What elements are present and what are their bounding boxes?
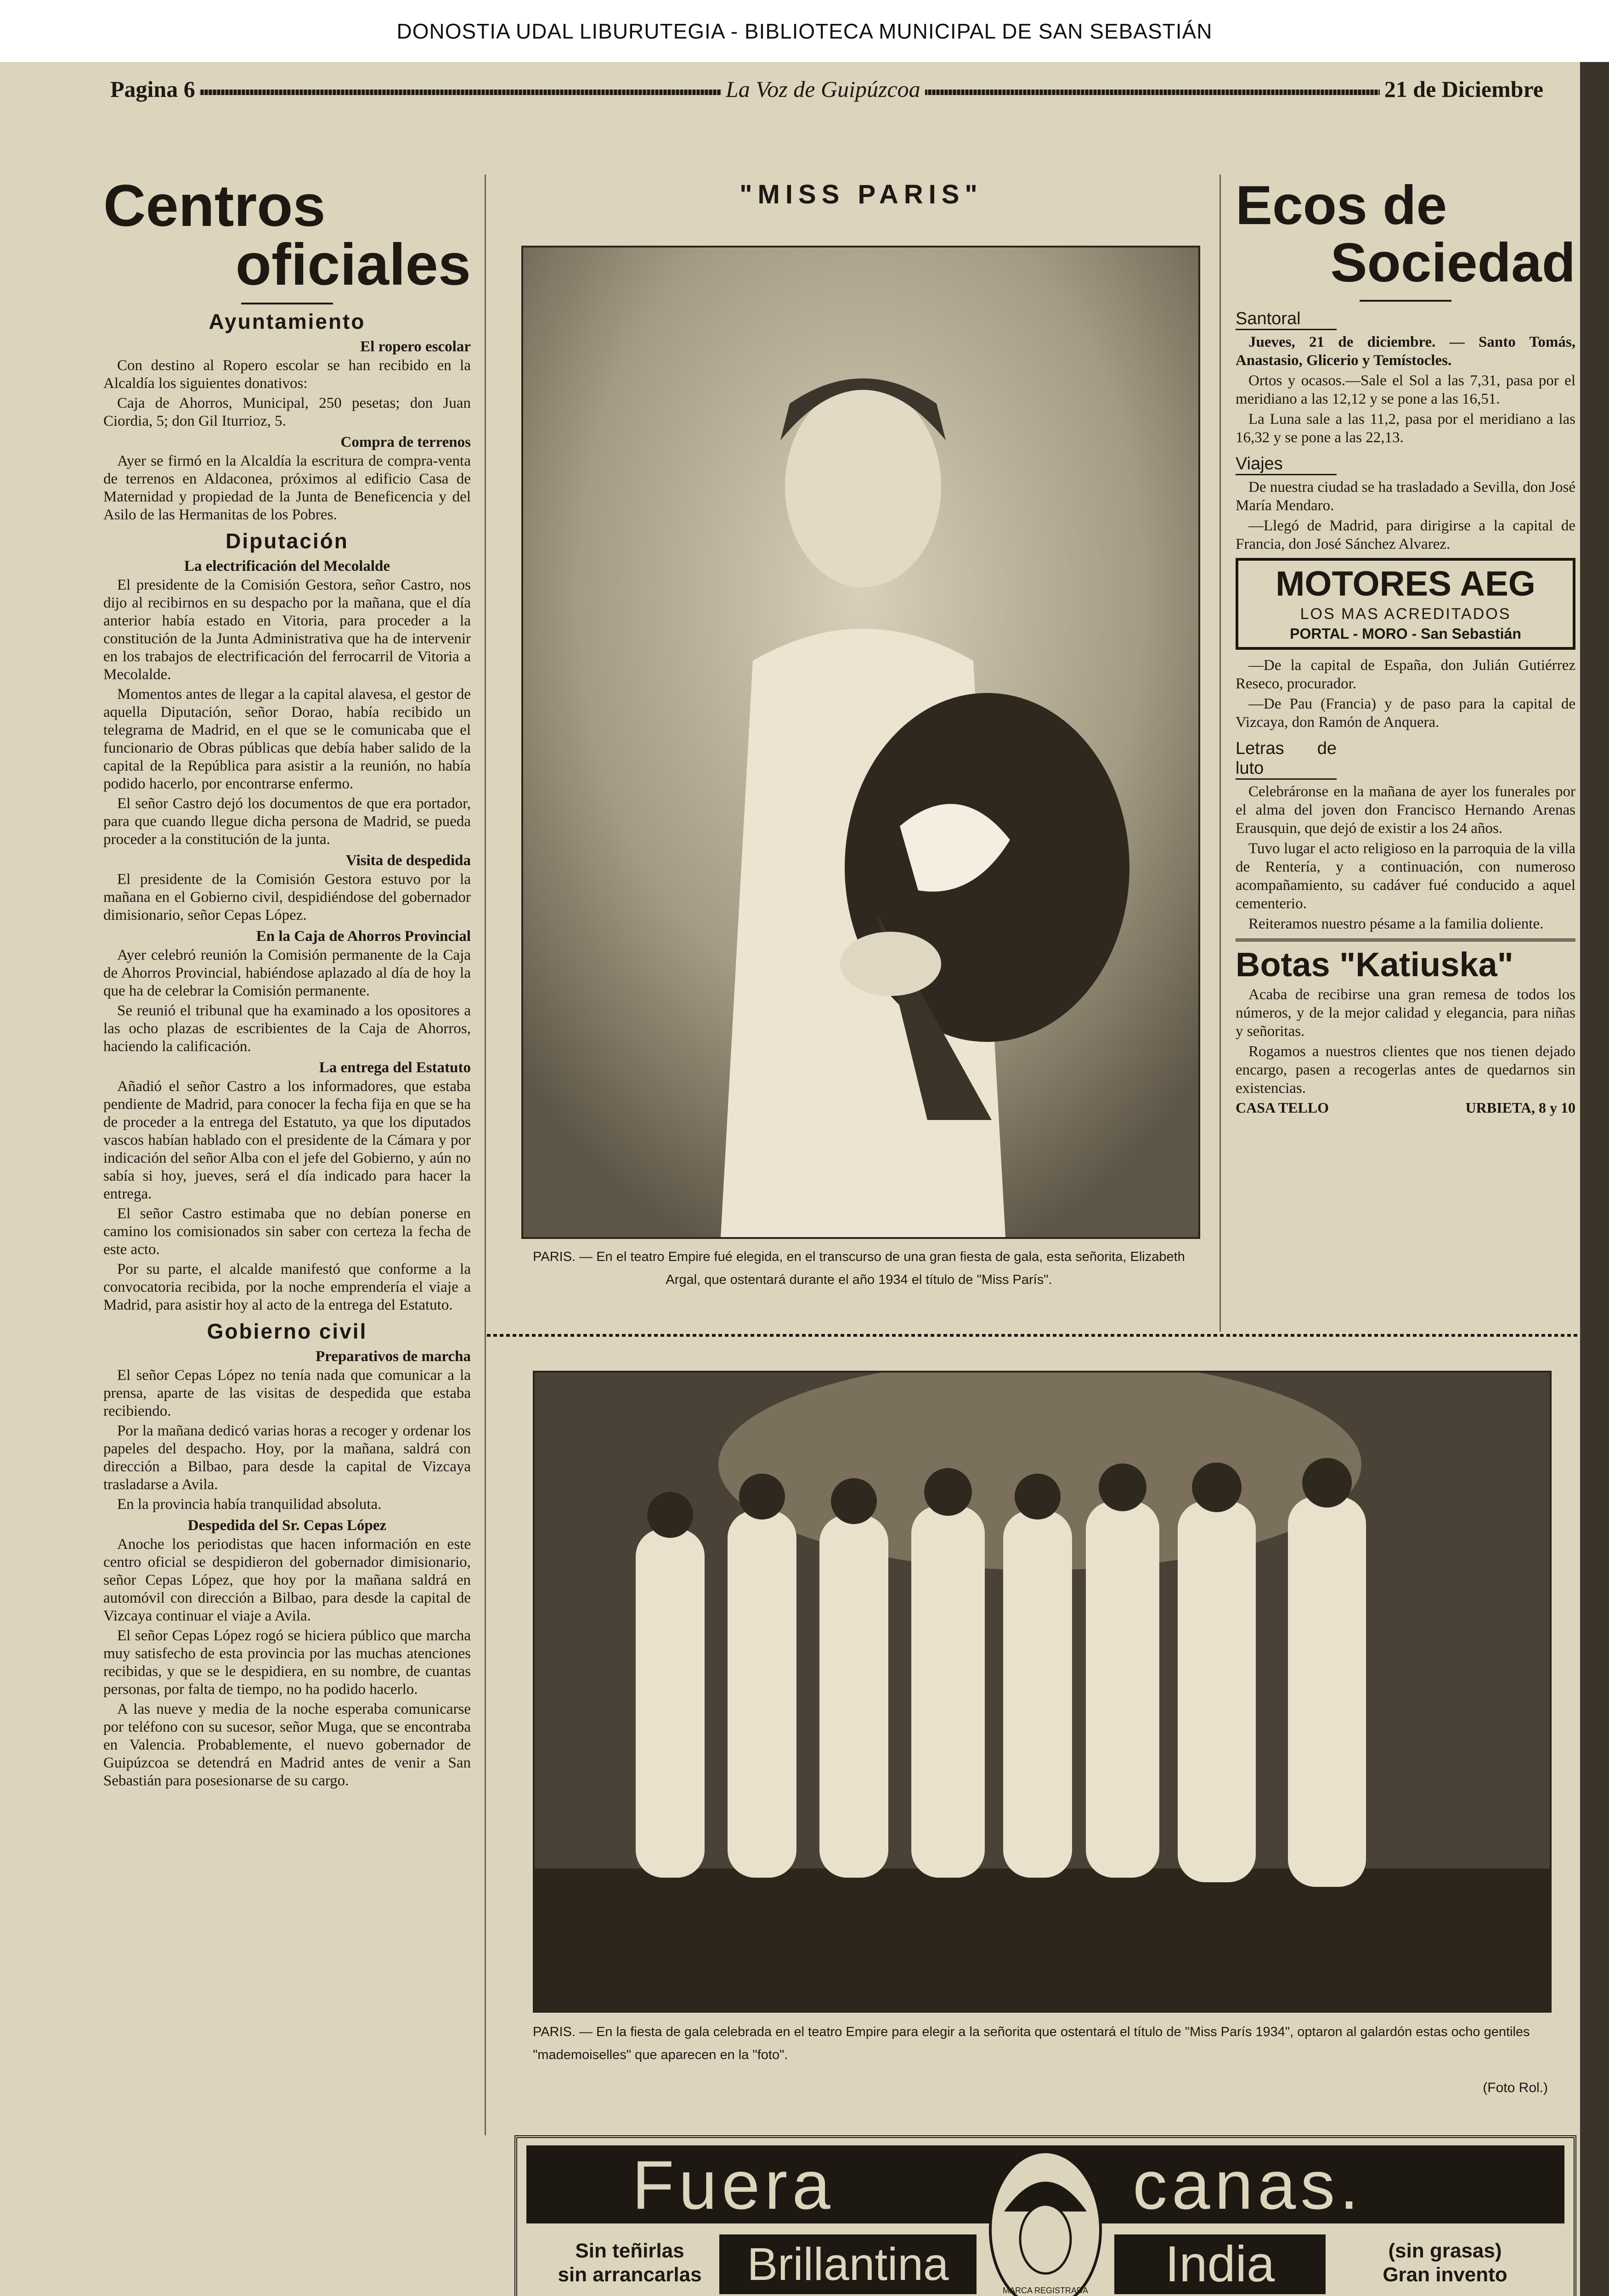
issue-date: 21 de Diciembre [1380, 76, 1548, 102]
heading-santoral: Santoral [1236, 309, 1337, 330]
subhead: Preparativos de marcha [316, 1348, 471, 1365]
paragraph: Celebráronse en la mañana de ayer los funerales por el alma del joven don Francisco Hernando Arenas Erausquin, que dejó de existir a los 24 años. [1236, 783, 1575, 837]
paragraph: Momentos antes de llegar a la capital alavesa, el gestor de aquella Diputación, señor Dorao, había recibido un telegrama de Madrid, en el que se le comunicaba que el funcionario de Obras públicas que debía haber salido de la capital de la República para asistir a la reunión, no había podido hacerlo, por encontrarse enfermo. [103, 686, 471, 792]
brand-india: India [1114, 2234, 1326, 2294]
paper-name: La Voz de Guipúzcoa [721, 76, 925, 102]
brillantina-india-ad [514, 2135, 1576, 2296]
paragraph: El señor Castro dejó los documentos de que era portador, para que cuando llegue dicha persona de Madrid, se pueda proceder a la constitución de la junta. [103, 795, 471, 848]
paragraph: Añadió el señor Castro a los informadores, que estaba pendiente de Madrid, para conocer la fecha fija en que se ha de proceder a la entrega del Estatuto, ya que los diputados vascos habían hablado con el presidente de la Cámara y por indicación del señor Alba con el jefe del Gobierno, y aún no sabía si hoy, jueves, será el día indicado para hacer la entrega. [103, 1078, 471, 1202]
paragraph: —De la capital de España, don Julián Gutiérrez Reseco, procurador. [1236, 657, 1575, 692]
claim: sin arrancarlas [558, 2263, 702, 2286]
shop-name: CASA TELLO [1236, 1099, 1329, 1116]
claim: Gran invento [1383, 2263, 1507, 2286]
claim: (sin grasas) [1388, 2240, 1502, 2262]
subhead: Compra de terrenos [340, 434, 471, 450]
section-divider [487, 1334, 1580, 1337]
miss-paris-portrait-photo [521, 246, 1200, 1239]
shop-address: URBIETA, 8 y 10 [1465, 1099, 1575, 1116]
india-logo-illustration [986, 2147, 1105, 2296]
claim: Sin teñirlas [575, 2240, 684, 2262]
section-title-line1: Centros [103, 173, 326, 239]
subhead: La electrificación del Mecolalde [184, 558, 390, 574]
paragraph: Caja de Ahorros, Municipal, 250 pesetas; don Juan Ciordia, 5; don Gil Iturrioz, 5. [103, 395, 471, 429]
paragraph: Tuvo lugar el acto religioso en la parroquia de la villa de Rentería, y a continuación, con numeroso acompañamiento, su cadáver fué conducido a aquel cementerio. [1236, 840, 1575, 912]
paragraph: Ayer celebró reunión la Comisión permanente de la Caja de Ahorros Provincial, habiéndose aplazado al día de hoy la que ha de celebrar la Comisión permanente. [103, 947, 471, 999]
heading-ayuntamiento: Ayuntamiento [209, 310, 366, 333]
photo-caption: PARIS. — En el teatro Empire fué elegida, en el transcurso de una gran fiesta de gala, esta señorita, Elizabeth Argal, que ostentará durante el año 1934 el título de "Miss París". [533, 1249, 1185, 1287]
paragraph: De nuestra ciudad se ha trasladado a Sevilla, don José María Mendaro. [1236, 479, 1575, 514]
paragraph: Ortos y ocasos.—Sale el Sol a las 7,31, pasa por el meridiano a las 12,12 y se pone a las 16,51. [1236, 372, 1575, 407]
portrait-illustration [523, 248, 1198, 1237]
archive-header-bar [0, 0, 1609, 62]
subhead: El ropero escolar [360, 338, 471, 355]
paragraph: Rogamos a nuestros clientes que nos tienen dejado encargo, pasen a recogerlas antes de quedarnos sin existencias. [1236, 1043, 1575, 1097]
paragraph: Por su parte, el alcalde manifestó que conforme a la convocatoria recibida, por la noche emprendería el viaje a Madrid, para asistir hoy al acto de la entrega del Estatuto. [103, 1261, 471, 1313]
column-rule [1219, 174, 1221, 1332]
section-title-line1: Ecos de [1236, 174, 1447, 236]
group-illustration [535, 1373, 1550, 2011]
page-number: Pagina 6 [106, 76, 200, 102]
archive-header: DONOSTIA UDAL LIBURUTEGIA - BIBLIOTECA MUNICIPAL DE SAN SEBASTIÁN [396, 19, 1213, 43]
photo-credit: (Foto Rol.) [1483, 2080, 1548, 2095]
ad-headline-right: canas. [1133, 2146, 1363, 2223]
masthead [106, 76, 1548, 108]
ad-left-claims [554, 2239, 706, 2287]
katiuska-footer [1236, 1099, 1575, 1116]
paragraph: El presidente de la Comisión Gestora estuvo por la mañana en el Gobierno civil, despidiéndose del gobernador dimisionario, señor Cepas López. [103, 871, 471, 923]
paragraph: Ayer se firmó en la Alcaldía la escritura de compra-venta de terrenos en Aldaconea, próximos al edificio Casa de Maternidad y propiedad de la Junta de Beneficencia y del Asilo de las Hermanitas de los Pobres. [103, 453, 471, 523]
registered-mark: MARCA REGISTRADA [1002, 2286, 1089, 2295]
title-divider [241, 303, 333, 304]
paragraph: Con destino al Ropero escolar se han recibido en la Alcaldía los siguientes donativos: [103, 357, 471, 392]
subhead: La entrega del Estatuto [319, 1059, 471, 1076]
column-rule [485, 174, 486, 2135]
subhead: Visita de despedida [346, 852, 471, 869]
paragraph: En la provincia había tranquilidad absoluta. [117, 1496, 382, 1513]
paragraph: Reiteramos nuestro pésame a la familia doliente. [1248, 916, 1544, 932]
aeg-tagline: LOS MAS ACREDITADOS [1300, 605, 1511, 623]
miss-paris-title: "MISS PARIS" [740, 180, 983, 209]
heading-luto: Letras de luto [1236, 739, 1337, 780]
paragraph: El señor Castro estimaba que no debían ponerse en camino los comisionados sin saber con certeza la fecha de este acto. [103, 1205, 471, 1258]
paragraph: —Llegó de Madrid, para dirigirse a la capital de Francia, don José Sánchez Alvarez. [1236, 518, 1575, 552]
paragraph: Se reunió el tribunal que ha examinado a los opositores a las ocho plazas de escribientes de la Caja de Ahorros, haciendo la calificación. [103, 1002, 471, 1055]
title-divider [1360, 300, 1451, 302]
section-title-line2: oficiales [235, 232, 471, 298]
right-column [1236, 174, 1575, 1116]
heading-diputacion: Diputación [226, 529, 349, 553]
aeg-brand: MOTORES AEG [1276, 564, 1536, 603]
group-photo-caption: PARIS. — En la fiesta de gala celebrada en el teatro Empire para elegir a la señorita que ostentará el título de "Miss París 1934", optaron al galardón estas ocho gentiles "mademoiselles" que aparecen en la "foto". [533, 2025, 1530, 2062]
katiuska-ad [1236, 939, 1575, 1116]
contestants-group-photo [533, 1371, 1552, 2013]
page-edge [1580, 62, 1609, 2296]
heading-gobierno-civil: Gobierno civil [207, 1319, 367, 1343]
paragraph: Anoche los periodistas que hacen información en este centro oficial se despidieron del gobernador dimisionario, señor Cepas López, que hoy por la mañana saldrá en automóvil con dirección a Bilbao, para desde la capital de Vizcaya continuar el viaje a Avila. [103, 1536, 471, 1624]
subhead: Despedida del Sr. Cepas López [187, 1517, 387, 1534]
paragraph: A las nueve y media de la noche esperaba comunicarse por teléfono con su sucesor, señor Muga, que se encontraba en Valencia. Probablemente, el nuevo gobernador de Guipúzcoa se detendrá en Madrid antes de venir a San Sebastián para posesionarse de su cargo. [103, 1701, 471, 1789]
left-column [103, 173, 471, 1792]
katiuska-title: Botas "Katiuska" [1236, 945, 1513, 984]
heading-viajes: Viajes [1236, 454, 1337, 475]
ad-headline-left: Fuera [632, 2146, 835, 2223]
paragraph: La Luna sale a las 11,2, pasa por el meridiano a las 16,32 y se pone a las 22,13. [1236, 411, 1575, 446]
aeg-address: PORTAL - MORO - San Sebastián [1290, 625, 1521, 642]
paragraph: Jueves, 21 de diciembre. — Santo Tomás, Anastasio, Glicerio y Temístocles. [1236, 334, 1575, 369]
paragraph: Por la mañana dedicó varias horas a recoger y ordenar los papeles del despacho. Hoy, por la mañana, saldrá con dirección a Bilbao, para desde la capital de Vizcaya trasladarse a Avila. [103, 1423, 471, 1493]
aeg-motors-ad [1236, 558, 1575, 650]
paragraph: Acaba de recibirse una gran remesa de todos los números, y de la mejor calidad y elegancia, para niñas y señoritas. [1236, 986, 1575, 1040]
paragraph: El señor Cepas López no tenía nada que comunicar a la prensa, aparte de las visitas de despedida que estaba recibiendo. [103, 1367, 471, 1419]
subhead: En la Caja de Ahorros Provincial [256, 928, 471, 945]
ad-right-claims [1344, 2239, 1546, 2287]
section-title-line2: Sociedad [1330, 232, 1575, 293]
paragraph: —De Pau (Francia) y de paso para la capital de Vizcaya, don Ramón de Anquera. [1236, 696, 1575, 731]
brand-brillantina: Brillantina [719, 2234, 977, 2294]
paragraph: El señor Cepas López rogó se hiciera público que marcha muy satisfecho de esta provincia por las muchas atenciones recibidas, y que se le despidiera, en su nombre, de cuantas personas, por falta de tiempo, no ha podido hacerlo. [103, 1627, 471, 1698]
paragraph: El presidente de la Comisión Gestora, señor Castro, nos dijo al recibirnos en su despacho por la mañana, que el día anterior había estado en Vitoria, para proceder a la constitución de la Junta Administrativa que ha de intervenir en los trabajos de electrificación del ferrocarril de Vitoria a Mecolalde. [103, 577, 471, 683]
